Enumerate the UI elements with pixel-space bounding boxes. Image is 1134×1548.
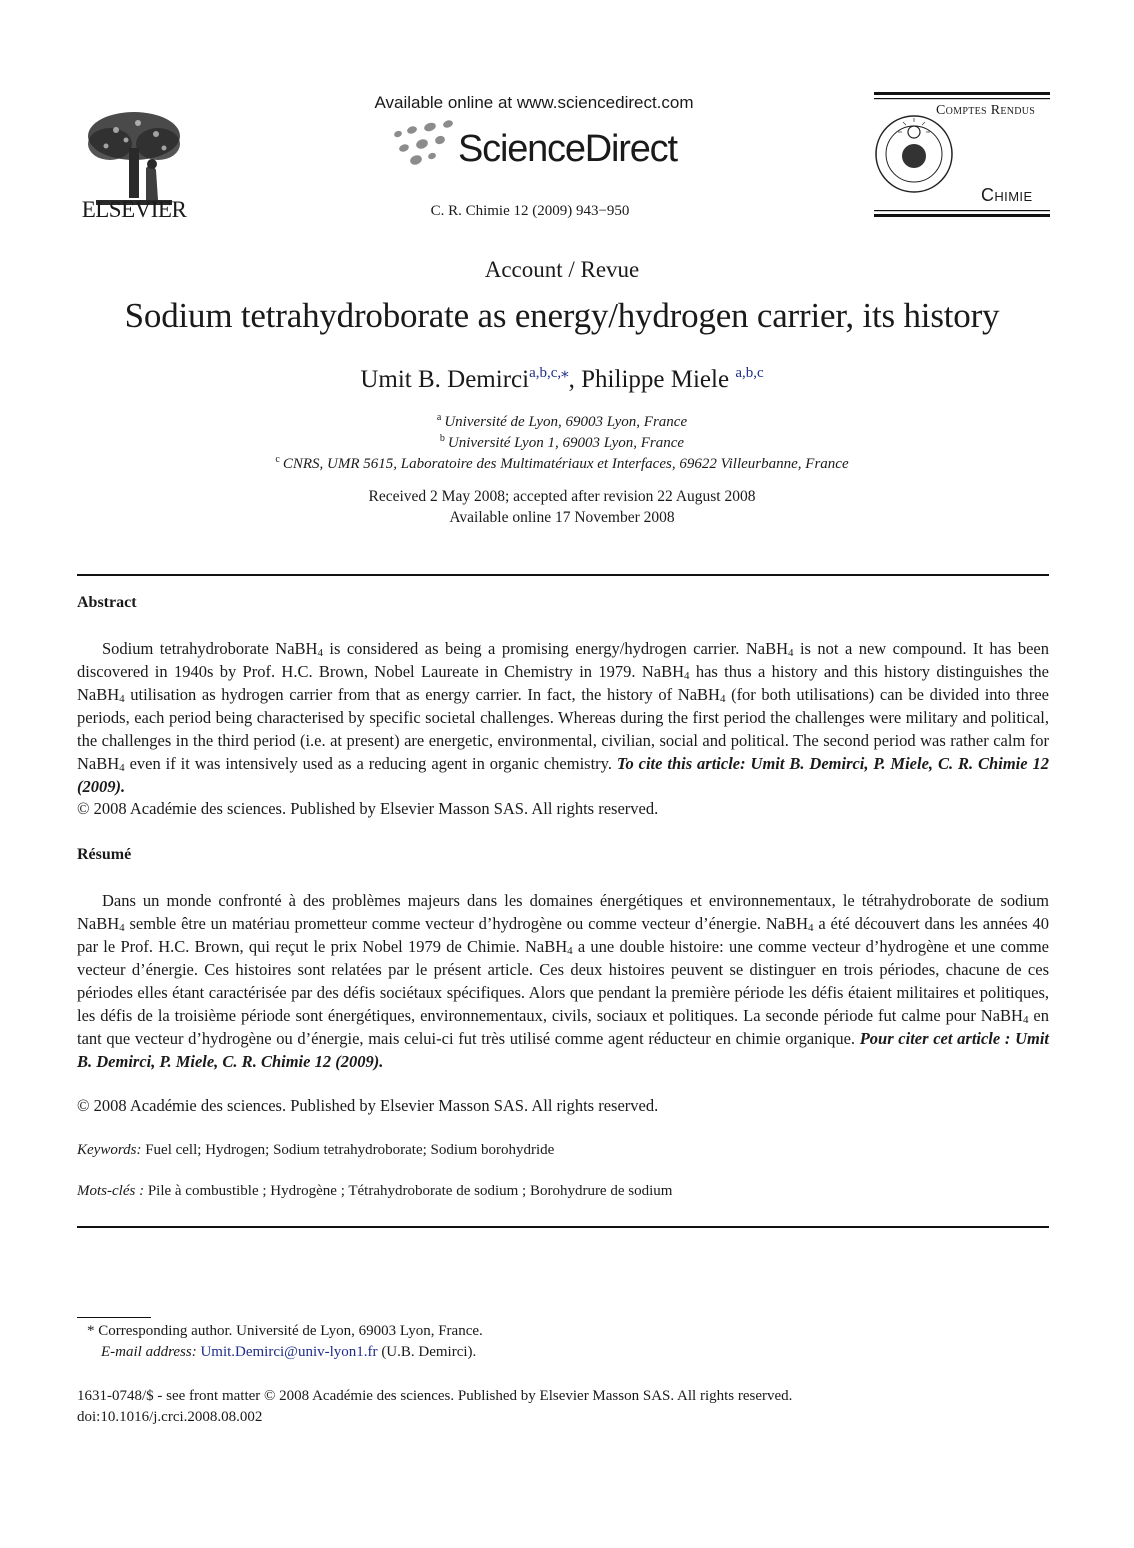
article-title: Sodium tetrahydroborate as energy/hydrogen carrier, its history <box>124 296 1000 335</box>
copyright-notice: © 2008 Académie des sciences. Published by Elsevier Masson SAS. All rights reserved. <box>77 799 659 818</box>
journal-logo-bottom: Chimie <box>981 185 1033 205</box>
sciencedirect-wordmark: ScienceDirect <box>458 128 677 170</box>
available-date: Available online 17 November 2008 <box>449 509 675 526</box>
journal-logo-top: Comptes Rendus <box>936 103 1036 118</box>
doi-link[interactable]: doi:10.1016/j.crci.2008.08.002 <box>77 1409 263 1425</box>
abstract-heading: Abstract <box>77 594 137 611</box>
corresponding-author-note: * Corresponding author. Université de Lyon, 69003 Lyon, France. <box>87 1323 483 1339</box>
publisher-name: ELSEVIER <box>81 197 187 222</box>
email-note: E-mail address: Umit.Demirci@univ-lyon1.fr (U.B. Demirci). <box>101 1344 477 1360</box>
copyright-notice: © 2008 Académie des sciences. Published by Elsevier Masson SAS. All rights reserved. <box>77 1096 659 1115</box>
journal-reference: C. R. Chimie 12 (2009) 943−950 <box>430 203 630 219</box>
issn-line: 1631-0748/$ - see front matter © 2008 Académie des sciences. Published by Elsevier Masson SAS. All rights reserved. <box>77 1388 793 1404</box>
footnote-rule <box>77 1317 151 1318</box>
resume-text: Dans un monde confronté à des problèmes majeurs dans les domaines énergétiques et environnementaux, le tétrahydroborate de sodium NaBH$_4$ semble être un matériau prometteur comme vecteur d’hydrogène ou comme vecteur d’énergie. NaBH$_4$ a été découvert dans les années 40 par le Prof. H.C. Brown, qui reçut le prix Nobel 1979 de Chimie. NaBH$_4$ a une double histoire: une comme vecteur d’hydrogène et une comme vecteur d’énergie. Ces histoires sont relatées par le présent article. Ces deux histoires peuvent se distinguer en trois périodes, chacune de ces périodes elles étant caractérisée par des défis sociétaux spécifiques. Alors que pendant la première période les défis étaient militaires et politiques, les défis de la troisième période sont énergétiques, environnementaux, civils, sociaux et politiques. La seconde période fut calme pour NaBH$_4$ en tant que vecteur d’hydrogène ou d’énergie, mais celui-ci fut très utilisé comme agent réducteur en chimie organique. Pour citer cet article : Umit B. Demirci, P. Miele, C. R. Chimie 12 (2009). <box>77 891 1049 1071</box>
abstract-text: Sodium tetrahydroborate NaBH$_4$ is considered as being a promising energy/hydrogen carrier. NaBH$_4$ is not a new compound. It has been discovered in 1940s by Prof. H.C. Brown, Nobel Laureate in Chemistry in 1979. NaBH$_4$ has thus a history and this history distinguishes the NaBH$_4$ utilisation as hydrogen carrier from that as energy carrier. In fact, the history of NaBH$_4$ (for both utilisations) can be divided into three periods, each period being characterised by specific societal challenges. Whereas during the first period the challenges were military and political, the challenges in the third period (i.e. at present) are energetic, environmental, civilian, social and political. The second period was rather calm for NaBH$_4$ even if it was intensively used as a reducing agent in organic chemistry. To cite this article: Umit B. Demirci, P. Miele, C. R. Chimie 12 (2009). <box>77 639 1050 796</box>
affiliation: $^a$ Université de Lyon, 69003 Lyon, France <box>436 412 688 430</box>
keywords: Keywords: Fuel cell; Hydrogen; Sodium tetrahydroborate; Sodium borohydride <box>77 1142 555 1158</box>
affiliation: $^c$ CNRS, UMR 5615, Laboratoire des Multimatériaux et Interfaces, 69622 Villeurbanne, France <box>275 454 849 472</box>
email-link[interactable]: Umit.Demirci@univ-lyon1.fr <box>200 1344 378 1360</box>
author-separator: , <box>568 366 582 393</box>
available-online-link[interactable]: Available online at www.sciencedirect.com <box>374 93 694 112</box>
received-dates: Received 2 May 2008; accepted after revision 22 August 2008 <box>368 488 756 505</box>
author-name: Philippe Miele <box>581 366 730 393</box>
author-list <box>0 363 1124 394</box>
citation-note: Pour citer cet article : Umit B. Demirci, P. Miele, C. R. Chimie 12 (2009). <box>77 1029 1049 1071</box>
article-category: Account / Revue <box>484 257 640 282</box>
mots-cles: Mots-clés : Pile à combustible ; Hydrogène ; Tétrahydroborate de sodium ; Borohydrure de sodium <box>77 1183 673 1199</box>
author-name: Umit B. Demirci <box>360 366 530 393</box>
author-affiliation-link[interactable]: a,b,c,⁎ <box>529 365 569 381</box>
divider <box>77 1226 1049 1228</box>
divider <box>77 574 1049 576</box>
affiliation: $^b$ Université Lyon 1, 69003 Lyon, France <box>439 433 685 451</box>
author-affiliation-link[interactable]: a,b,c <box>735 365 764 381</box>
resume-heading: Résumé <box>77 846 132 863</box>
citation-note: To cite this article: Umit B. Demirci, P. Miele, C. R. Chimie 12 (2009). <box>77 754 1049 796</box>
